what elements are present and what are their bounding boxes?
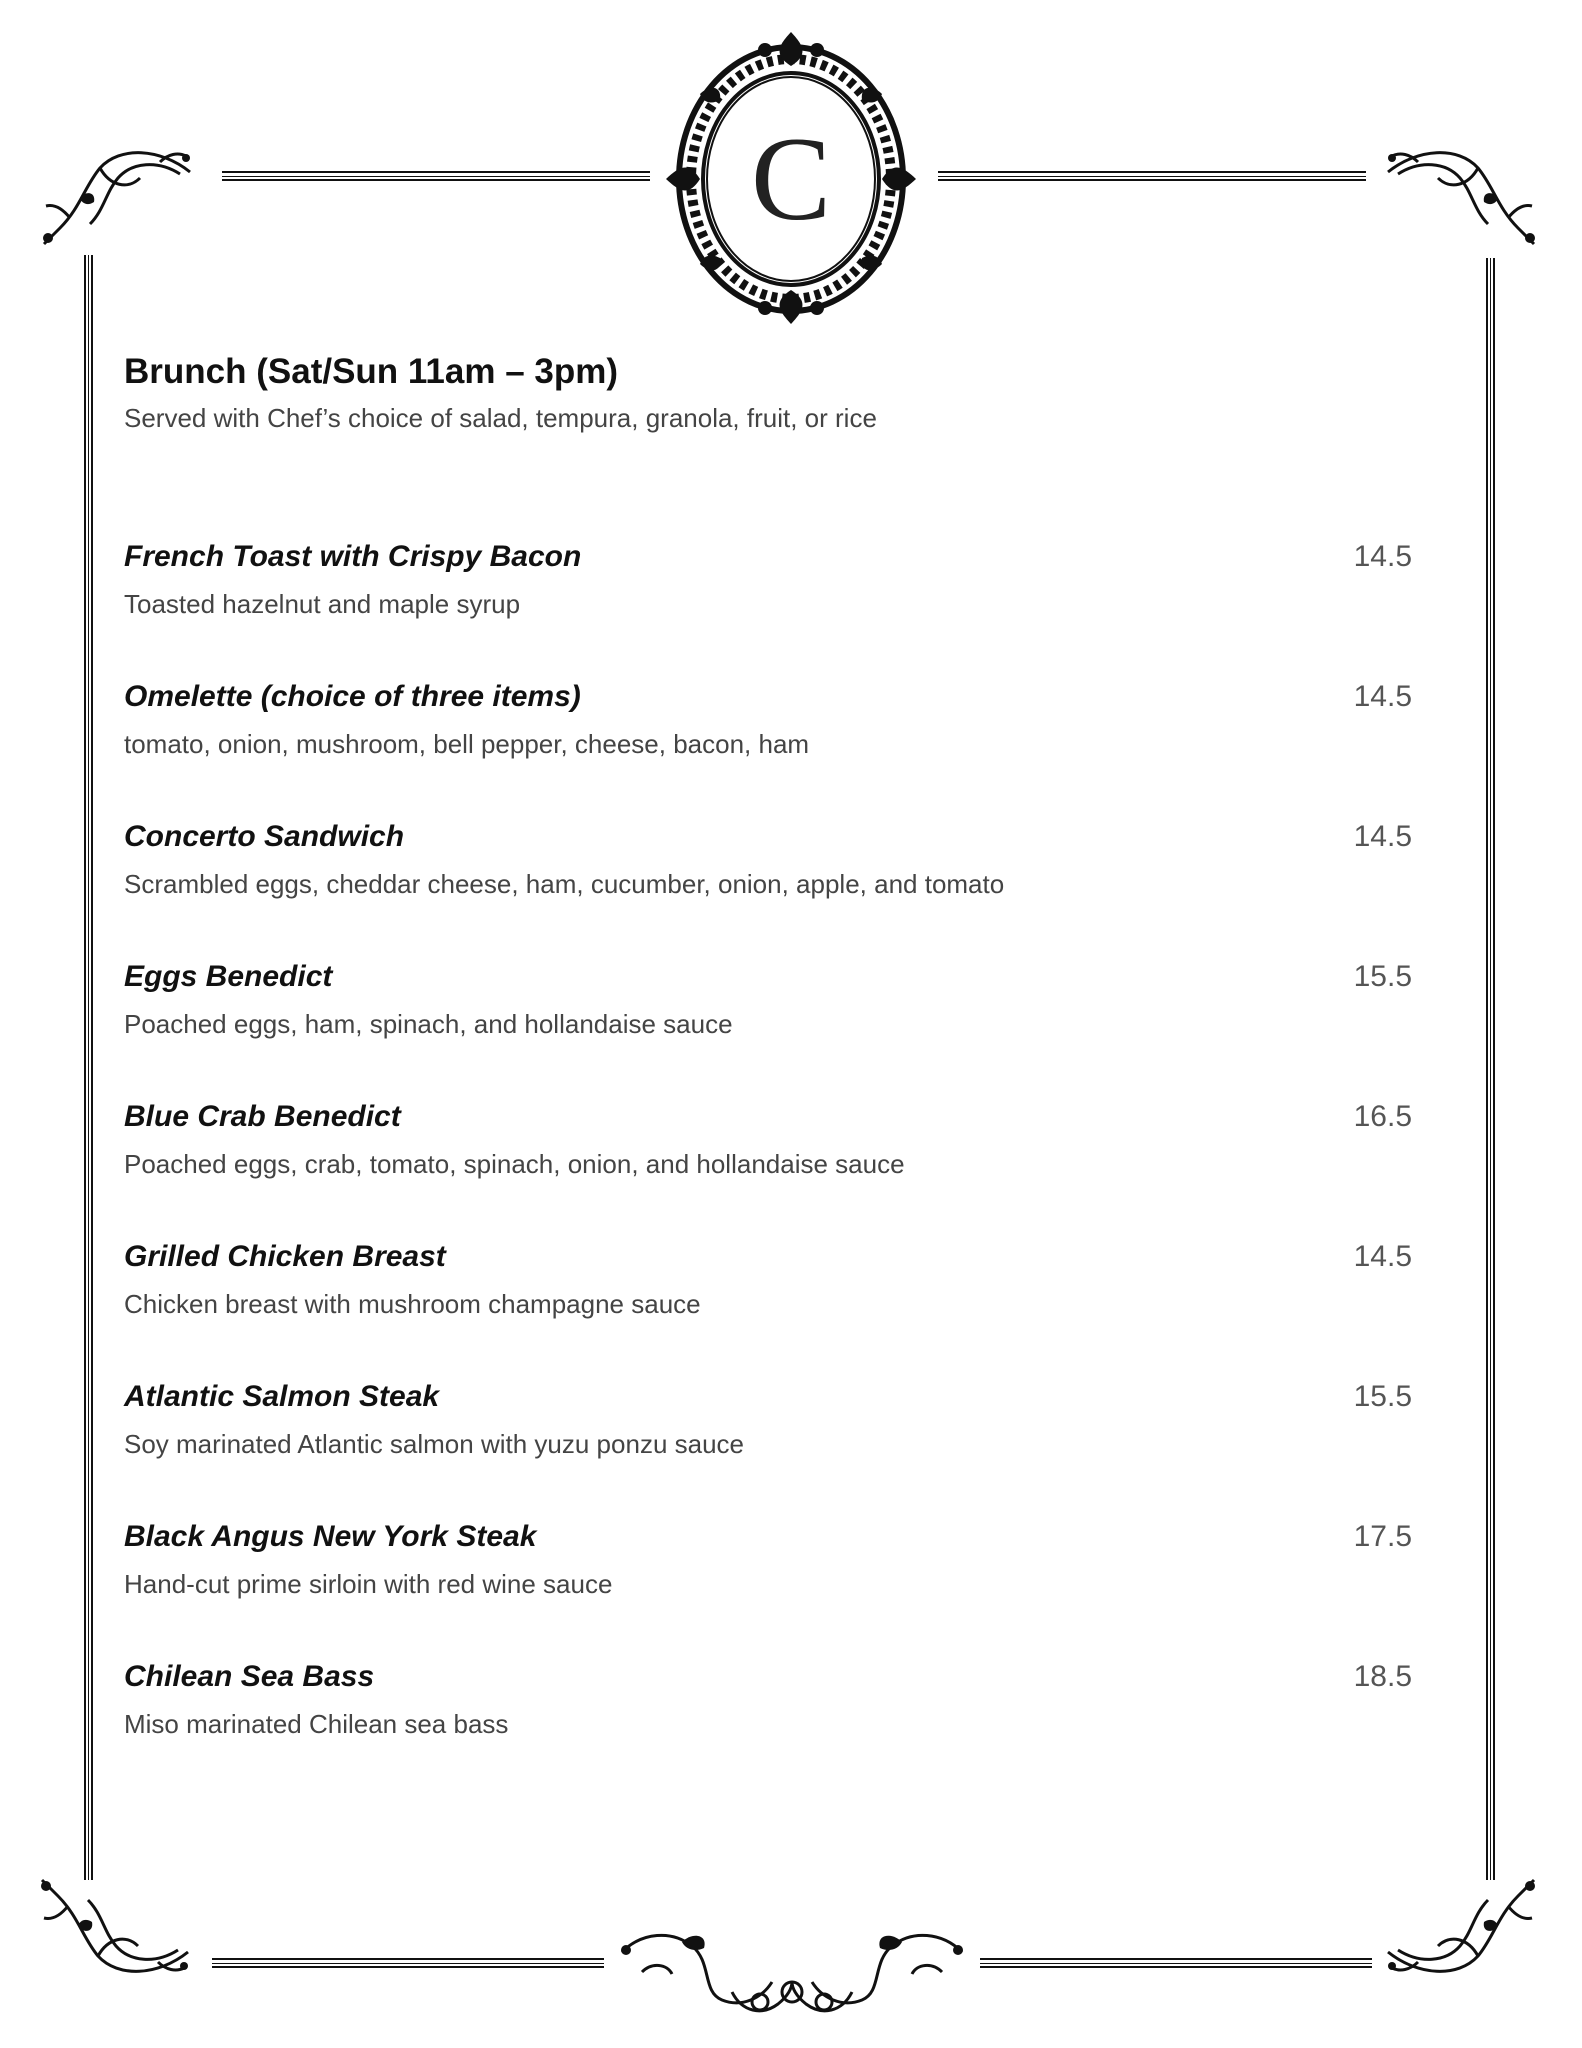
menu-items-list (124, 538, 1424, 1798)
menu-item (124, 678, 1424, 818)
menu-item (124, 1378, 1424, 1518)
item-description: Scrambled eggs, cheddar cheese, ham, cucumber, onion, apple, and tomato (124, 869, 1005, 899)
item-name: Blue Crab Benedict (124, 1100, 401, 1133)
item-price: 14.5 (1353, 540, 1412, 573)
item-price: 17.5 (1353, 1520, 1412, 1553)
item-name: French Toast with Crispy Bacon (124, 540, 582, 573)
item-name: Grilled Chicken Breast (124, 1240, 446, 1273)
item-price: 15.5 (1353, 1380, 1412, 1413)
item-description: Hand-cut prime sirloin with red wine sauce (124, 1569, 613, 1599)
item-description: tomato, onion, mushroom, bell pepper, cheese, bacon, ham (124, 729, 810, 759)
item-name: Black Angus New York Steak (124, 1520, 537, 1553)
item-description: Soy marinated Atlantic salmon with yuzu ponzu sauce (124, 1429, 745, 1459)
item-price: 16.5 (1353, 1100, 1412, 1133)
item-price: 14.5 (1353, 1240, 1412, 1273)
item-name: Concerto Sandwich (124, 820, 405, 853)
menu-item (124, 1518, 1424, 1658)
menu-item (124, 538, 1424, 678)
menu-item (124, 1098, 1424, 1238)
item-name: Chilean Sea Bass (124, 1660, 375, 1693)
item-description: Toasted hazelnut and maple syrup (124, 589, 521, 619)
item-price: 14.5 (1353, 680, 1412, 713)
frame-right-line (1486, 258, 1495, 1880)
logo-monogram: C (750, 112, 832, 245)
top-right-divider (938, 171, 1366, 181)
item-name: Atlantic Salmon Steak (124, 1380, 440, 1413)
scroll-flourish-icon (612, 1912, 972, 2022)
item-name: Eggs Benedict (124, 960, 333, 993)
section-title: Brunch (Sat/Sun 11am – 3pm) (124, 352, 619, 391)
top-left-divider (222, 171, 650, 181)
section-subtitle: Served with Chef’s choice of salad, tempura, granola, fruit, or rice (124, 403, 877, 433)
item-description: Poached eggs, crab, tomato, spinach, onion, and hollandaise sauce (124, 1149, 905, 1179)
menu-content (124, 350, 1424, 1739)
item-name: Omelette (choice of three items) (124, 680, 581, 713)
bottom-left-divider (212, 1958, 604, 1968)
frame-left-line (84, 255, 93, 1880)
acanthus-scroll-icon (1382, 1876, 1538, 1986)
menu-item (124, 818, 1424, 958)
bottom-right-divider (980, 1958, 1372, 1968)
item-price: 14.5 (1353, 820, 1412, 853)
menu-item (124, 958, 1424, 1098)
item-price: 18.5 (1353, 1660, 1412, 1693)
menu-item (124, 1658, 1424, 1798)
acanthus-scroll-icon (38, 1876, 194, 1986)
item-description: Miso marinated Chilean sea bass (124, 1709, 509, 1739)
item-description: Poached eggs, ham, spinach, and hollandaise sauce (124, 1009, 733, 1039)
item-description: Chicken breast with mushroom champagne sauce (124, 1289, 701, 1319)
monogram-crest-icon (660, 24, 922, 330)
menu-item (124, 1238, 1424, 1378)
acanthus-scroll-icon (1382, 138, 1538, 248)
item-price: 15.5 (1353, 960, 1412, 993)
acanthus-scroll-icon (40, 138, 196, 248)
